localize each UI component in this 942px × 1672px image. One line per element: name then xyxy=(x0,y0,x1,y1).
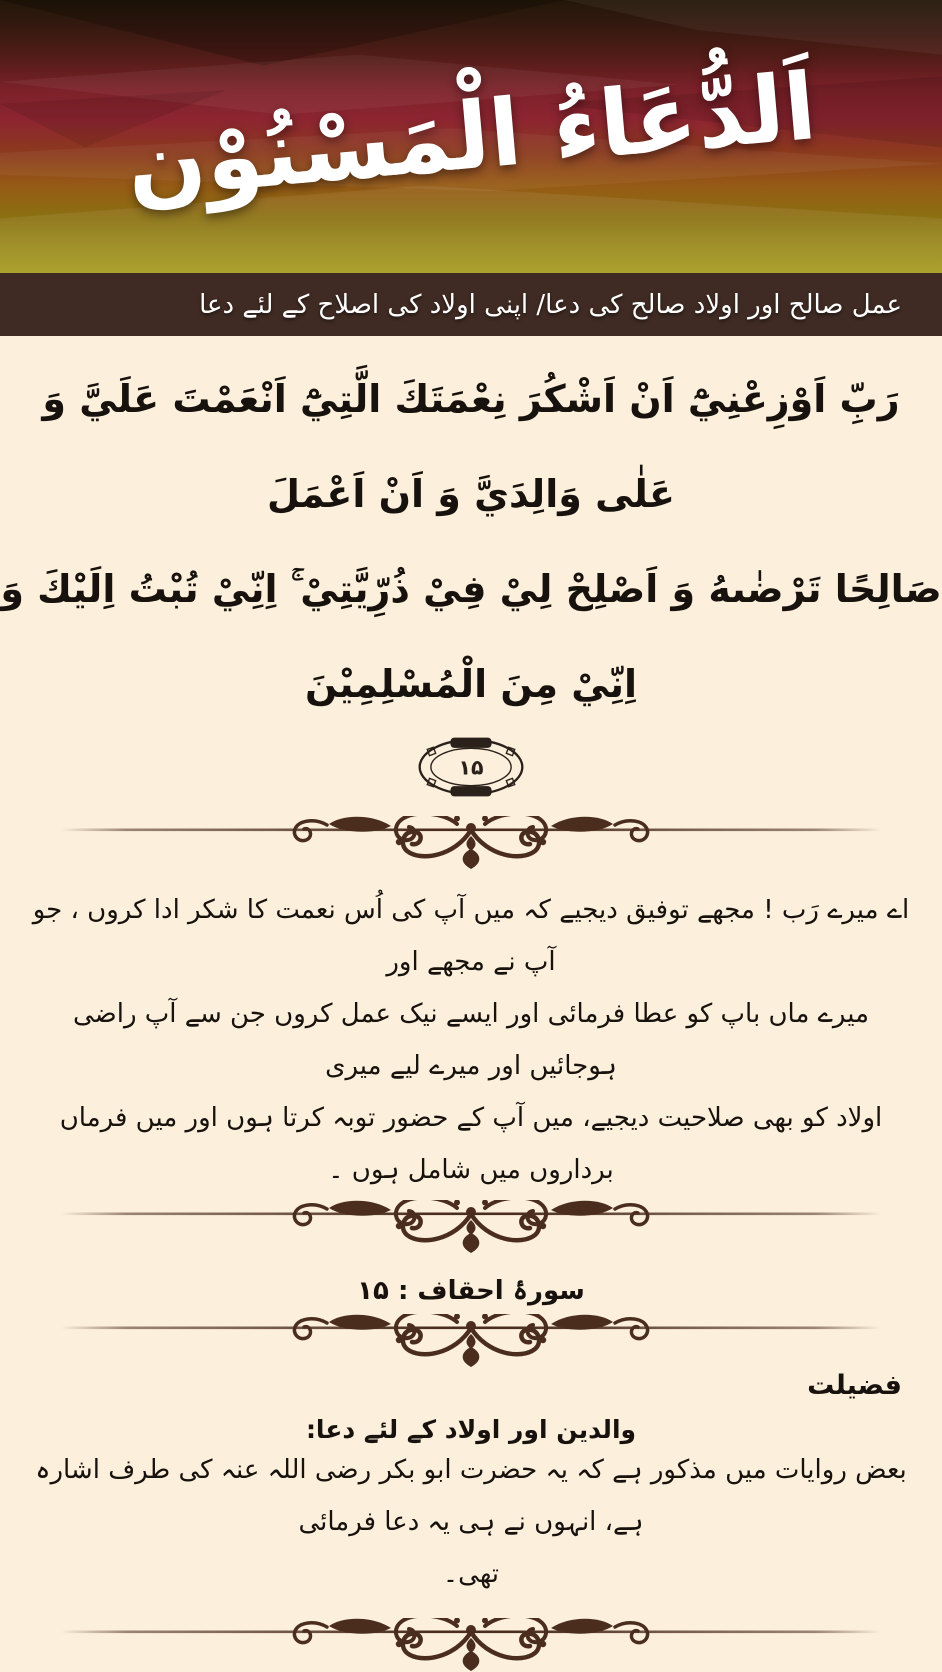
quran-verse-line: صَالِحًا تَرْضٰىهُ وَ اَصْلِحْ لِيْ فِيْ ذُرِّيَّتِيْ ۚ اِنِّيْ تُبْتُ اِلَيْكَ وَ اِنِّيْ مِنَ الْمُسْلِمِيْنَ xyxy=(0,567,942,706)
quran-verse xyxy=(0,336,942,732)
fazilat-body-line: تھی۔ xyxy=(442,1559,500,1589)
ornamental-divider xyxy=(0,1618,942,1672)
divider-flourish-icon xyxy=(61,1314,881,1368)
ornamental-divider xyxy=(0,1200,942,1254)
fazilat-heading: والدین اور اولاد کے لئے دعا: xyxy=(305,1415,637,1444)
fazilat-label: فضیلت xyxy=(807,1370,902,1401)
page-title-calligraphy: اَلدُّعَاءُ الْمَسْنُوْن xyxy=(122,53,820,220)
fazilat-body xyxy=(0,1444,942,1600)
translation-line: اولاد کو بھی صلاحیت دیجیے، میں آپ کے حضور توبہ کرتا ہوں اور میں فرماں برداروں میں شامل ہوں ۔ xyxy=(59,1103,883,1185)
ayah-marker-medallion xyxy=(415,736,527,798)
ornamental-divider xyxy=(0,1314,942,1368)
urdu-translation xyxy=(0,884,942,1196)
divider-flourish-icon xyxy=(61,1200,881,1254)
ornamental-divider xyxy=(0,816,942,870)
divider-flourish-icon xyxy=(61,1618,881,1672)
document-body xyxy=(0,336,942,1672)
fazilat-body-line: بعض روایات میں مذکور ہے کہ یہ حضرت ابو بکر رضی اللہ عنہ کی طرف اشارہ ہے، انہوں نے ہی یہ دعا فرمائی xyxy=(35,1455,907,1537)
translation-line: میرے ماں باپ کو عطا فرمائی اور ایسے نیک عمل کروں جن سے آپ راضی ہوجائیں اور میرے لیے میری xyxy=(72,999,870,1081)
ayah-marker-row xyxy=(0,736,942,798)
title-wrap xyxy=(0,0,942,273)
dua-subtitle: عمل صالح اور اولاد صالح کی دعا/ اپنی اولاد کی اصلاح کے لئے دعا xyxy=(199,289,902,320)
ayah-number: ۱۵ xyxy=(458,755,484,780)
surah-reference: سورۂ احقاف : ۱۵ xyxy=(357,1276,585,1306)
subtitle-bar xyxy=(0,273,942,336)
divider-flourish-icon xyxy=(61,816,881,870)
quran-verse-line: رَبِّ اَوْزِعْنِيْٓ اَنْ اَشْكُرَ نِعْمَتَكَ الَّتِيْٓ اَنْعَمْتَ عَلَيَّ وَ عَلٰى وَالِدَيَّ وَ اَنْ اَعْمَلَ xyxy=(42,377,900,516)
translation-line: اے میرے رَب ! مجھے توفیق دیجیے کہ میں آپ کی اُس نعمت کا شکر ادا کروں ، جو آپ نے مجھے اور xyxy=(32,895,910,977)
page-header xyxy=(0,0,942,273)
